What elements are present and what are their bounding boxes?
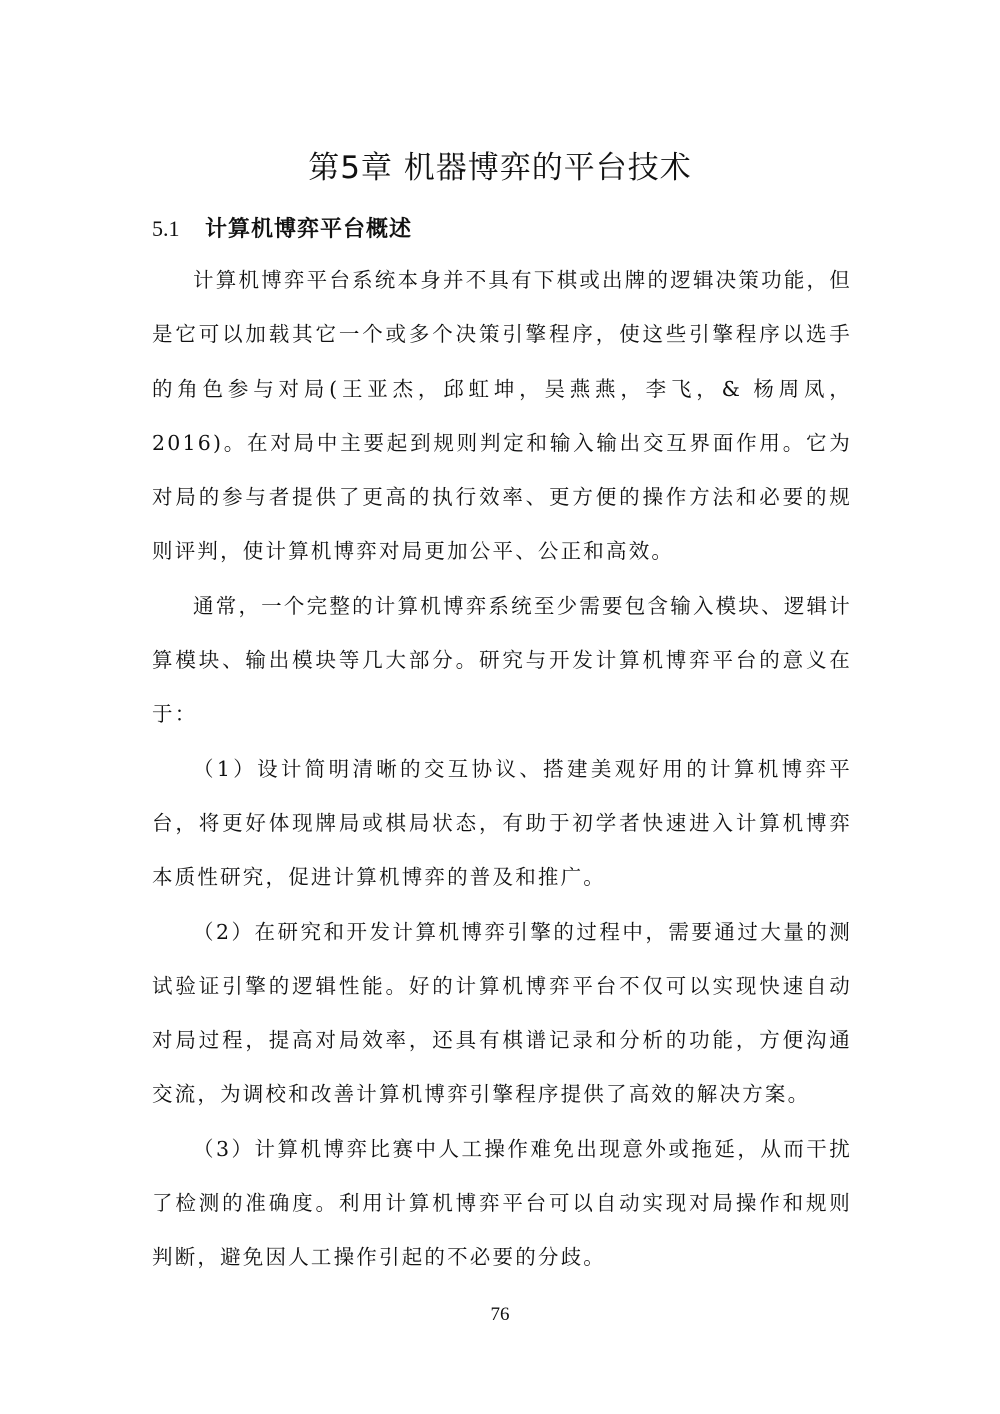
paragraph-point-3: （3）计算机博弈比赛中人工操作难免出现意外或拖延，从而干扰了检测的准确度。利用计算机博弈平台可以自动实现对局操作和规则判断，避免因人工操作引起的不必要的分歧。: [152, 1136, 852, 1270]
section-heading: [152, 212, 412, 243]
paragraph-point-2: （2）在研究和开发计算机博弈引擎的过程中，需要通过大量的测试验证引擎的逻辑性能。好的计算机博弈平台不仅可以实现快速自动对局过程，提高对局效率，还具有棋谱记录和分析的功能，方便沟通交流，为调校和改善计算机博弈引擎程序提供了高效的解决方案。: [152, 919, 852, 1107]
section-number: 5.1: [152, 216, 180, 241]
paragraph-intro: 计算机博弈平台系统本身并不具有下棋或出牌的逻辑决策功能，但是它可以加载其它一个或多个决策引擎程序，使这些引擎程序以选手的角色参与对局(王亚杰，邱虹坤，吴燕燕，李飞，& 杨周凤，2016)。在对局中主要起到规则判定和输入输出交互界面作用。它为对局的参与者提供了更高的执行效率、更方便的操作方法和必要的规则评判，使计算机博弈对局更加公平、公正和高效。: [152, 268, 852, 564]
paragraph-point-1: （1）设计简明清晰的交互协议、搭建美观好用的计算机博弈平台，将更好体现牌局或棋局状态，有助于初学者快速进入计算机博弈本质性研究，促进计算机博弈的普及和推广。: [152, 756, 852, 890]
section-title: 计算机博弈平台概述: [205, 217, 413, 242]
body-text: [152, 253, 852, 1285]
chapter-title: 第5章 机器博弈的平台技术: [308, 150, 692, 186]
paragraph-significance: 通常，一个完整的计算机博弈系统至少需要包含输入模块、逻辑计算模块、输出模块等几大部分。研究与开发计算机博弈平台的意义在于：: [152, 593, 852, 727]
page-number: 76: [490, 1304, 510, 1325]
